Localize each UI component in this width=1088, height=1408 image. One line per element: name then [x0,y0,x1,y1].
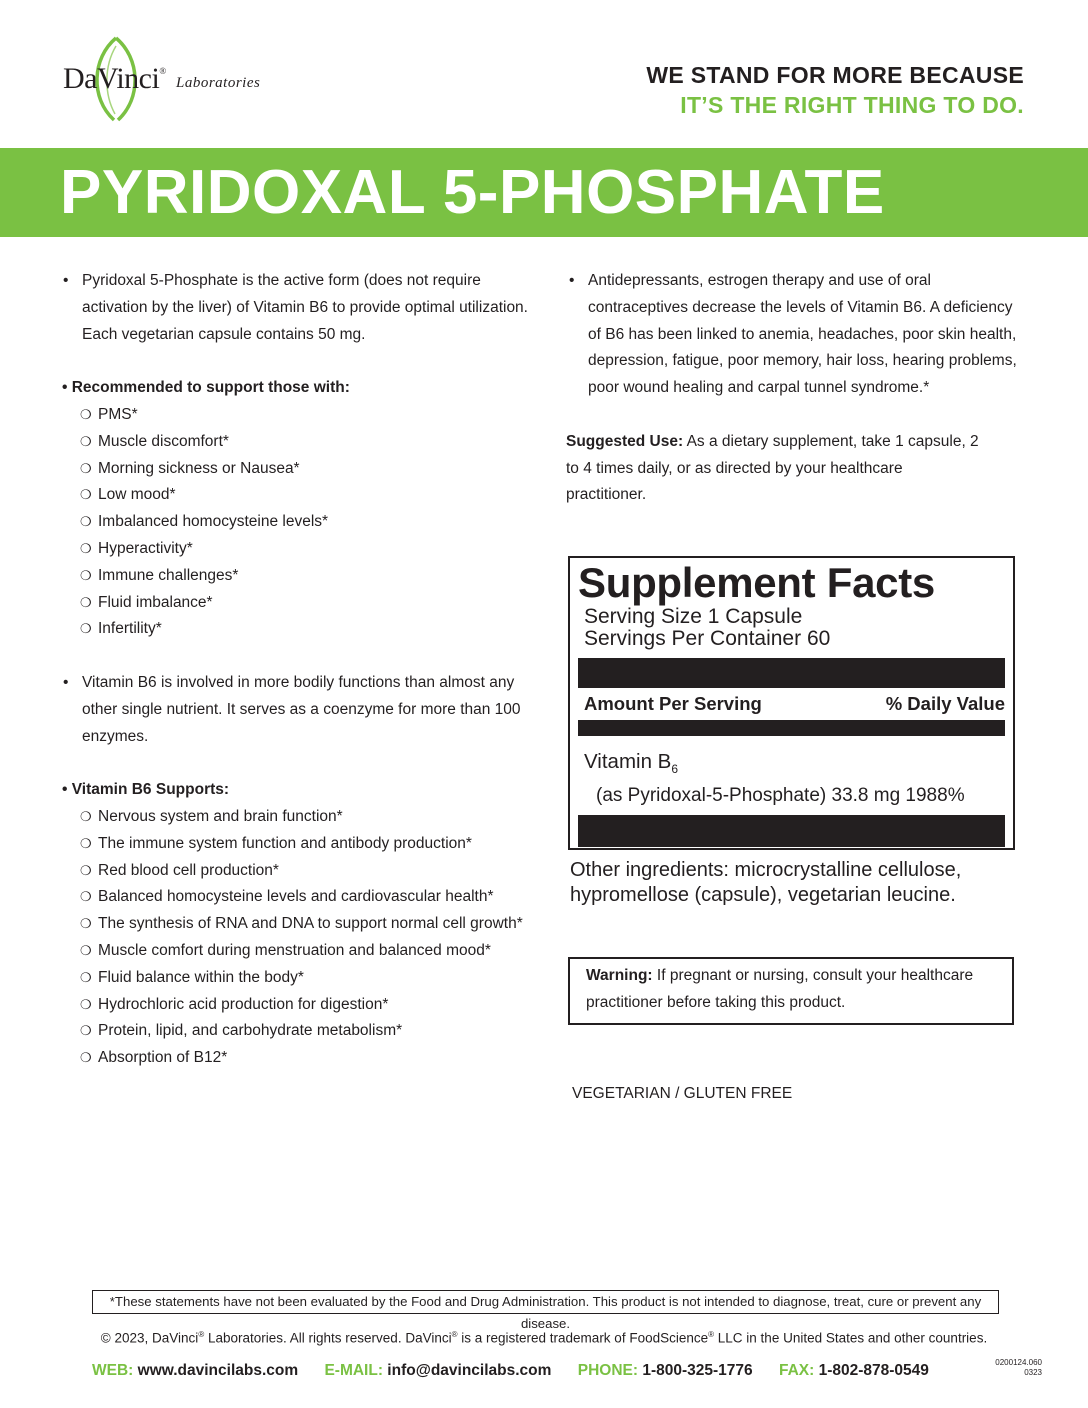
email-contact[interactable]: E-MAIL: info@davincilabs.com [324,1362,552,1379]
list-item: ❍ Muscle comfort during menstruation and balanced mood* [80,938,530,965]
recommended-heading: • Recommended to support those with: [62,379,350,397]
amount-row [578,694,1005,714]
circle-bullet-icon: ❍ [80,808,92,824]
vitamin-detail: (as Pyridoxal-5-Phosphate) 33.8 mg 1988% [596,785,965,807]
daily-value-label: % Daily Value [885,693,1005,714]
other-ingredients: Other ingredients: microcrystalline cellulose, hypromellose (capsule), vegetarian leucine. [570,859,962,906]
intro-paragraph: • Pyridoxal 5-Phosphate is the active form (does not require activation by the liver) of Vitamin B6 to provide optimal utilization. Each vegetarian capsule contains 50 mg. [60,268,530,348]
left-column [60,268,530,1072]
circle-bullet-icon: ❍ [80,1023,92,1039]
logo-subtitle: Laboratories [176,75,261,91]
circle-bullet-icon: ❍ [80,621,92,637]
fax-contact: FAX: 1-802-878-0549 [778,1362,929,1379]
list-item: ❍ Absorption of B12* [80,1045,530,1072]
circle-bullet-icon: ❍ [80,1050,92,1066]
list-item: ❍ Fluid imbalance* [80,590,530,617]
suggested-use-text: As a dietary supplement, take 1 capsule, 2 to 4 times daily, or as directed by your healthcare practitioner. [566,432,979,504]
tagline-line-1: WE STAND FOR MORE BECAUSE [646,62,1024,88]
suggested-use-label: Suggested Use: [566,432,684,450]
title-banner [0,148,1088,237]
contact-bar [92,1360,951,1382]
recommended-list [60,402,530,643]
tagline-line-2: IT’S THE RIGHT THING TO DO. [680,92,1024,118]
supports-heading: • Vitamin B6 Supports: [62,781,230,799]
list-item: ❍ Red blood cell production* [80,858,530,885]
facts-divider-medium [578,720,1005,736]
circle-bullet-icon: ❍ [80,540,92,556]
list-item: ❍ Low mood* [80,482,530,509]
list-item: ❍ PMS* [80,402,530,429]
tagline [646,60,1024,120]
list-item: ❍ Hydrochloric acid production for digestion* [80,992,530,1019]
warning-text: If pregnant or nursing, consult your healthcare practitioner before taking this product. [586,967,974,1011]
circle-bullet-icon: ❍ [80,889,92,905]
list-item: ❍ Nervous system and brain function* [80,804,530,831]
list-item: ❍ Balanced homocysteine levels and cardiovascular health* [80,884,530,911]
list-item: ❍ Protein, lipid, and carbohydrate metabolism* [80,1018,530,1045]
circle-bullet-icon: ❍ [80,996,92,1012]
list-item: ❍ The immune system function and antibody production* [80,831,530,858]
b6-info-paragraph: • Vitamin B6 is involved in more bodily functions than almost any other single nutrient. It serves as a coenzyme for more than 100 enzymes. [60,670,530,750]
list-item: ❍ Muscle discomfort* [80,429,530,456]
list-item: ❍ Infertility* [80,616,530,643]
brand-logo [60,34,300,124]
circle-bullet-icon: ❍ [80,514,92,530]
right-column [566,268,1026,509]
supplement-facts-panel [568,556,1015,850]
circle-bullet-icon: ❍ [80,594,92,610]
warning-label: Warning: [586,967,653,984]
circle-bullet-icon: ❍ [80,942,92,958]
list-item: ❍ Immune challenges* [80,563,530,590]
vegetarian-gluten-free: VEGETARIAN / GLUTEN FREE [572,1085,793,1102]
antidepressants-paragraph: • Antidepressants, estrogen therapy and use of oral contraceptives decrease the levels of Vitamin B6. A deficiency of B6 has been linked to anemia, headaches, poor skin health, depression, fatigue, poor memory, hair loss, hearing problems, poor wound healing and carpal tunnel syndrome.* [566,268,1026,402]
web-contact[interactable]: WEB: www.davincilabs.com [92,1362,299,1379]
list-item: ❍ The synthesis of RNA and DNA to support normal cell growth* [80,911,530,938]
vitamin-name: Vitamin $B_6$ [584,750,679,777]
circle-bullet-icon: ❍ [80,487,92,503]
list-item: ❍ Morning sickness or Nausea* [80,456,530,483]
document-code: 0200124.060 0323 [995,1358,1042,1377]
facts-divider-bottom [578,815,1005,847]
facts-title: Supplement Facts [578,559,935,606]
circle-bullet-icon: ❍ [80,916,92,932]
phone-contact[interactable]: PHONE: 1-800-325-1776 [577,1362,753,1379]
facts-divider-thick [578,658,1005,688]
circle-bullet-icon: ❍ [80,835,92,851]
serving-size: Serving Size 1 Capsule [584,605,803,628]
circle-bullet-icon: ❍ [80,567,92,583]
list-item: ❍ Hyperactivity* [80,536,530,563]
list-item: ❍ Fluid balance within the body* [80,965,530,992]
circle-bullet-icon: ❍ [80,862,92,878]
circle-bullet-icon: ❍ [80,406,92,422]
amount-per-serving-label: Amount Per Serving [584,693,762,714]
servings-per-container: Servings Per Container 60 [584,627,831,650]
fda-disclaimer: *These statements have not been evaluated by the Food and Drug Administration. This product is not intended to diagnose, treat, cure or prevent any disease. [92,1290,999,1314]
product-title: PYRIDOXAL 5-PHOSPHATE [60,158,885,227]
circle-bullet-icon: ❍ [80,460,92,476]
circle-bullet-icon: ❍ [80,969,92,985]
warning-box [568,957,1014,1025]
logo-wordmark: DaVinci® [63,62,166,95]
list-item: ❍ Imbalanced homocysteine levels* [80,509,530,536]
suggested-use [566,429,986,509]
copyright: © 2023, DaVinci® Laboratories. All rights reserved. DaVinci® is a registered trademark of FoodScience® LLC in the United States and other countries. [100,1330,988,1346]
supports-list [60,804,530,1072]
circle-bullet-icon: ❍ [80,433,92,449]
